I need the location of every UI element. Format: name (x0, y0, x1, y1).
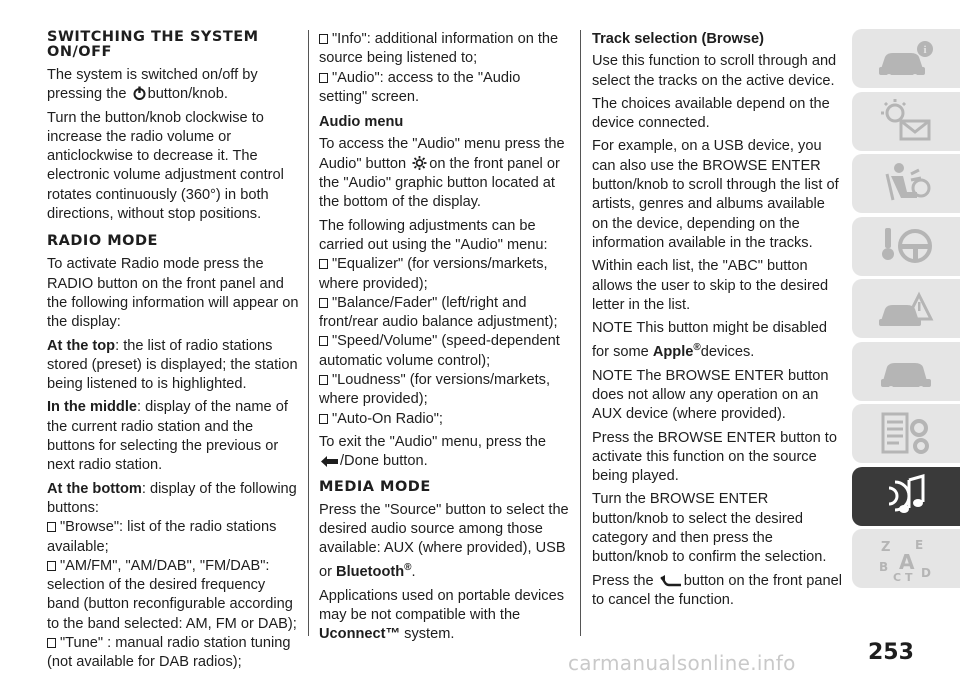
apple-brand: Apple (652, 344, 694, 361)
paragraph-audio-access (319, 135, 569, 212)
audio-settings-icon (412, 156, 427, 170)
list-item-text: "Tune" : manual radio station tuning (not available for DAB radios); (47, 635, 291, 671)
subheading-track-selection: Track selection (Browse) (592, 31, 764, 47)
list-item (319, 294, 569, 333)
key-steering-wheel-icon (875, 222, 937, 270)
paragraph-example: For example, on a USB device, you can also use the BROWSE ENTER button/knob to scroll through the list of artists, genres and albums available on the device, depending on the information available in the tracks. (592, 138, 839, 251)
paragraph-exit-text-end: /Done button. (340, 453, 428, 470)
paragraph-press: Press the BROWSE ENTER button to activate this function on the source being played. (592, 429, 837, 485)
svg-text:Z: Z (881, 539, 891, 555)
svg-text:E: E (915, 537, 924, 552)
list-item (319, 371, 569, 410)
page-number: 253 (868, 640, 914, 665)
paragraph-middle (47, 398, 299, 475)
uconnect-brand: Uconnect™ (319, 626, 401, 643)
paragraph-apps-text: Applications used on portable devices may be not compatible with the (319, 587, 565, 623)
column-divider-2 (580, 30, 581, 636)
list-item (319, 332, 569, 371)
alphabet-index-icon (875, 535, 937, 583)
registered-mark: ® (693, 342, 701, 354)
list-item (319, 255, 569, 294)
svg-text:D: D (921, 565, 931, 580)
list-item (319, 30, 569, 69)
checkbox-bullet-icon (319, 414, 328, 424)
paragraph-apps (319, 587, 569, 645)
section-heading-media: MEDIA MODE (319, 478, 431, 495)
back-arrow-icon (660, 575, 682, 587)
checkbox-bullet-icon (47, 522, 56, 532)
svg-text:T: T (905, 570, 913, 583)
tab-technical-data[interactable] (852, 404, 960, 463)
tab-warning-lights[interactable] (852, 92, 960, 151)
note-apple-text: NOTE This button might be disabled for some (592, 320, 827, 361)
list-item-text: "Info": additional information on the source being listened to; (319, 31, 559, 67)
paragraph-choices: The choices available depend on the device connected. (592, 95, 830, 132)
back-arrow-icon (321, 456, 338, 467)
list-item (47, 634, 299, 673)
note-apple-text-end: devices. (700, 344, 755, 361)
label-bottom: At the bottom (47, 480, 142, 497)
warning-light-envelope-icon (875, 97, 937, 145)
list-item (319, 69, 569, 108)
power-icon (133, 86, 146, 100)
checkbox-bullet-icon (47, 561, 56, 571)
paragraph-media-text: Press the "Source" button to select the desired audio source among those available: AUX (where provided), USB or (319, 501, 569, 581)
column-divider-1 (308, 30, 309, 636)
list-item (319, 410, 569, 429)
column-3 (592, 30, 844, 614)
checkbox-bullet-icon (319, 336, 328, 346)
list-item-text: "Balance/Fader" (left/right and front/rear audio balance adjustment); (319, 294, 558, 331)
paragraph-switch (47, 66, 299, 105)
checkbox-bullet-icon (319, 259, 328, 269)
svg-text:i: i (923, 43, 927, 56)
list-item-text: "Auto-On Radio"; (332, 410, 443, 427)
paragraph-switch-text-end: button/knob. (147, 86, 228, 103)
label-middle: In the middle (47, 399, 137, 416)
list-item (47, 557, 299, 634)
list-item-text: "Browse": list of the radio stations available; (47, 519, 277, 555)
section-heading-radio: RADIO MODE (47, 233, 158, 250)
list-item-text: "Speed/Volume" (speed-dependent automatic volume control); (319, 333, 560, 369)
paragraph-note-aux: NOTE The BROWSE ENTER button does not allow any operation on an AUX device (where provided). (592, 367, 829, 423)
paragraph-exit (319, 433, 569, 472)
text-top: : the list of radio stations stored (preset) is displayed; the station being listened to is highlighted. (47, 337, 298, 393)
column-1 (47, 30, 299, 673)
seat-airbag-icon (875, 160, 937, 208)
paragraph-bottom (47, 480, 299, 519)
watermark: carmanualsonline.info (568, 651, 796, 675)
car-service-icon (875, 347, 937, 395)
checkbox-bullet-icon (319, 298, 328, 308)
paragraph-exit-text: To exit the "Audio" menu, press the (319, 433, 546, 450)
paragraph-use: Use this function to scroll through and select the tracks on the active device. (592, 53, 837, 89)
chapter-tabs (852, 29, 960, 592)
column-2 (319, 30, 569, 648)
paragraph-note-apple (592, 319, 844, 362)
paragraph-radio: To activate Radio mode press the RADIO button on the front panel and the following information will appear on the display: (47, 256, 299, 331)
paragraph-cancel-text-end: button on the front panel to cancel the function. (592, 572, 842, 608)
paragraph-turn: Turn the button/knob clockwise to increase the radio volume or anticlockwise to decrease it. The electronic volume adjustment control rotates continuously (360°) in both directions, without stop positions. (47, 109, 284, 223)
paragraph-cancel (592, 572, 844, 611)
label-top: At the top (47, 337, 116, 354)
multimedia-note-icon (875, 472, 937, 520)
checkbox-bullet-icon (319, 34, 328, 44)
list-item (47, 518, 299, 557)
paragraph-media-end: . (411, 564, 416, 581)
paragraph-turn-browse: Turn the BROWSE ENTER button/knob to select the desired category and then press the button/knob to confirm the selection. (592, 491, 827, 566)
tab-multimedia[interactable] (852, 467, 960, 526)
checkbox-bullet-icon (319, 375, 328, 385)
list-item-text: "Equalizer" (for versions/markets, where provided); (319, 256, 548, 292)
tab-safety[interactable] (852, 154, 960, 213)
tab-index[interactable] (852, 529, 960, 588)
list-item-text: "Audio": access to the "Audio setting" screen. (319, 69, 521, 105)
paragraph-cancel-text: Press the (592, 572, 654, 589)
svg-text:C: C (893, 570, 902, 583)
text-bottom: : display of the following buttons: (47, 480, 297, 516)
svg-text:B: B (879, 559, 889, 574)
paragraph-media (319, 501, 569, 583)
paragraph-audio-text: To access the "Audio" menu press the Audio" button (319, 136, 565, 172)
paragraph-adjustments: The following adjustments can be carried out using the "Audio" menu: (319, 217, 548, 253)
tab-servicing[interactable] (852, 342, 960, 401)
paragraph-top (47, 337, 299, 395)
list-item-text: "Loudness" (for versions/markets, where provided); (319, 372, 551, 408)
tab-starting-driving[interactable] (852, 217, 960, 276)
svg-text:A: A (899, 549, 915, 574)
registered-mark: ® (404, 562, 412, 574)
paragraph-audio-text-end: on the front panel or the "Audio" graphic button located at the bottom of the display. (319, 155, 560, 211)
car-info-icon (875, 35, 937, 83)
bluetooth-brand: Bluetooth (336, 564, 405, 581)
paragraph-apps-text-end: system. (404, 626, 455, 643)
checkbox-bullet-icon (47, 638, 56, 648)
list-gears-icon (875, 410, 937, 458)
subheading-audio-menu: Audio menu (319, 114, 404, 131)
section-heading-switching: SWITCHING THE SYSTEM ON/OFF (47, 29, 259, 60)
text-middle: : display of the name of the current radio station and the buttons for selecting the previous or next radio station. (47, 399, 288, 474)
tab-emergency[interactable] (852, 279, 960, 338)
checkbox-bullet-icon (319, 73, 328, 83)
car-crash-warning-icon (875, 285, 937, 333)
list-item-text: "AM/FM", "AM/DAB", "FM/DAB": selection of the desired frequency band (button reconfigurable according to the band selected: AM, FM or DAB); (47, 557, 297, 632)
tab-vehicle-info[interactable] (852, 29, 960, 88)
paragraph-abc: Within each list, the "ABC" button allows the user to skip to the desired letter in the list. (592, 258, 829, 313)
paragraph-switch-text: The system is switched on/off by pressing the (47, 67, 258, 103)
